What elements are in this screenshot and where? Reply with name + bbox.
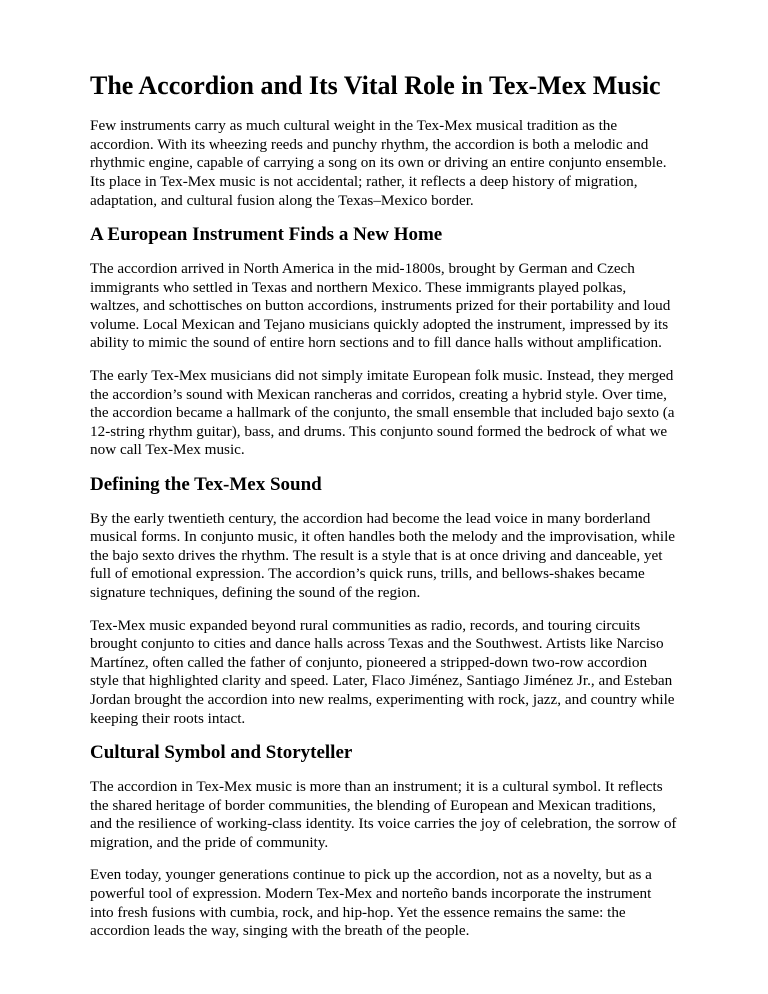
section-paragraph: The accordion in Tex-Mex music is more than an instrument; it is a cultural symbol. It reflects the shared heritage of border communities, the blending of European and Mexican traditions, and the resilience of working-class identity. Its voice carries the joy of celebration, the sorrow of migration, and the pride of community. <box>90 778 677 851</box>
section-heading: Cultural Symbol and Storyteller <box>90 742 353 764</box>
section-heading: Defining the Tex-Mex Sound <box>90 473 322 495</box>
page-title: The Accordion and Its Vital Role in Tex-Mex Music <box>90 71 661 100</box>
section-paragraph: By the early twentieth century, the accordion had become the lead voice in many borderland musical forms. In conjunto music, it often handles both the melody and the improvisation, while the bajo sexto drives the rhythm. The result is a style that is at once driving and danceable, yet full of emotional expression. The accordion’s quick runs, trills, and bellows-shakes became signature techniques, defining the sound of the region. <box>90 509 676 602</box>
section-paragraph: Tex-Mex music expanded beyond rural communities as radio, records, and touring circuits brought conjunto to cities and dance halls across Texas and the Southwest. Artists like Narciso Martínez, often called the father of conjunto, pioneered a stripped-down two-row accordion style that highlighted clarity and speed. Later, Flaco Jiménez, Santiago Jiménez Jr., and Esteban Jordan brought the accordion into new realms, experimenting with rock, jazz, and country while keeping their roots intact. <box>90 616 675 727</box>
section-heading: A European Instrument Finds a New Home <box>90 224 443 246</box>
intro-paragraph: Few instruments carry as much cultural weight in the Tex-Mex musical tradition as the accordion. With its wheezing reeds and punchy rhythm, the accordion is both a melodic and rhythmic engine, capable of carrying a song on its own or driving an entire conjunto ensemble. Its place in Tex-Mex music is not accidental; rather, it reflects a deep history of migration, adaptation, and cultural fusion along the Texas–Mexico border. <box>90 117 667 209</box>
section-paragraph: The accordion arrived in North America in the mid-1800s, brought by German and Czech immigrants who settled in Texas and northern Mexico. These immigrants played polkas, waltzes, and schottisches on button accordions, instruments prized for their portability and loud volume. Local Mexican and Tejano musicians quickly adopted the instrument, impressed by its ability to mimic the sound of entire horn sections and to fill dance halls without amplification. <box>90 259 671 352</box>
section-paragraph: The early Tex-Mex musicians did not simply imitate European folk music. Instead, they merged the accordion’s sound with Mexican rancheras and corridos, creating a hybrid style. Over time, the accordion became a hallmark of the conjunto, the small ensemble that included bajo sexto (a 12-string rhythm guitar), bass, and drums. This conjunto sound formed the bedrock of what we now call Tex-Mex music. <box>90 366 675 459</box>
section-paragraph: Even today, younger generations continue to pick up the accordion, not as a novelty, but as a powerful tool of expression. Modern Tex-Mex and norteño bands incorporate the instrument into fresh fusions with cumbia, rock, and hip-hop. Yet the essence remains the same: the accordion leads the way, singing with the breath of the people. <box>90 866 652 940</box>
